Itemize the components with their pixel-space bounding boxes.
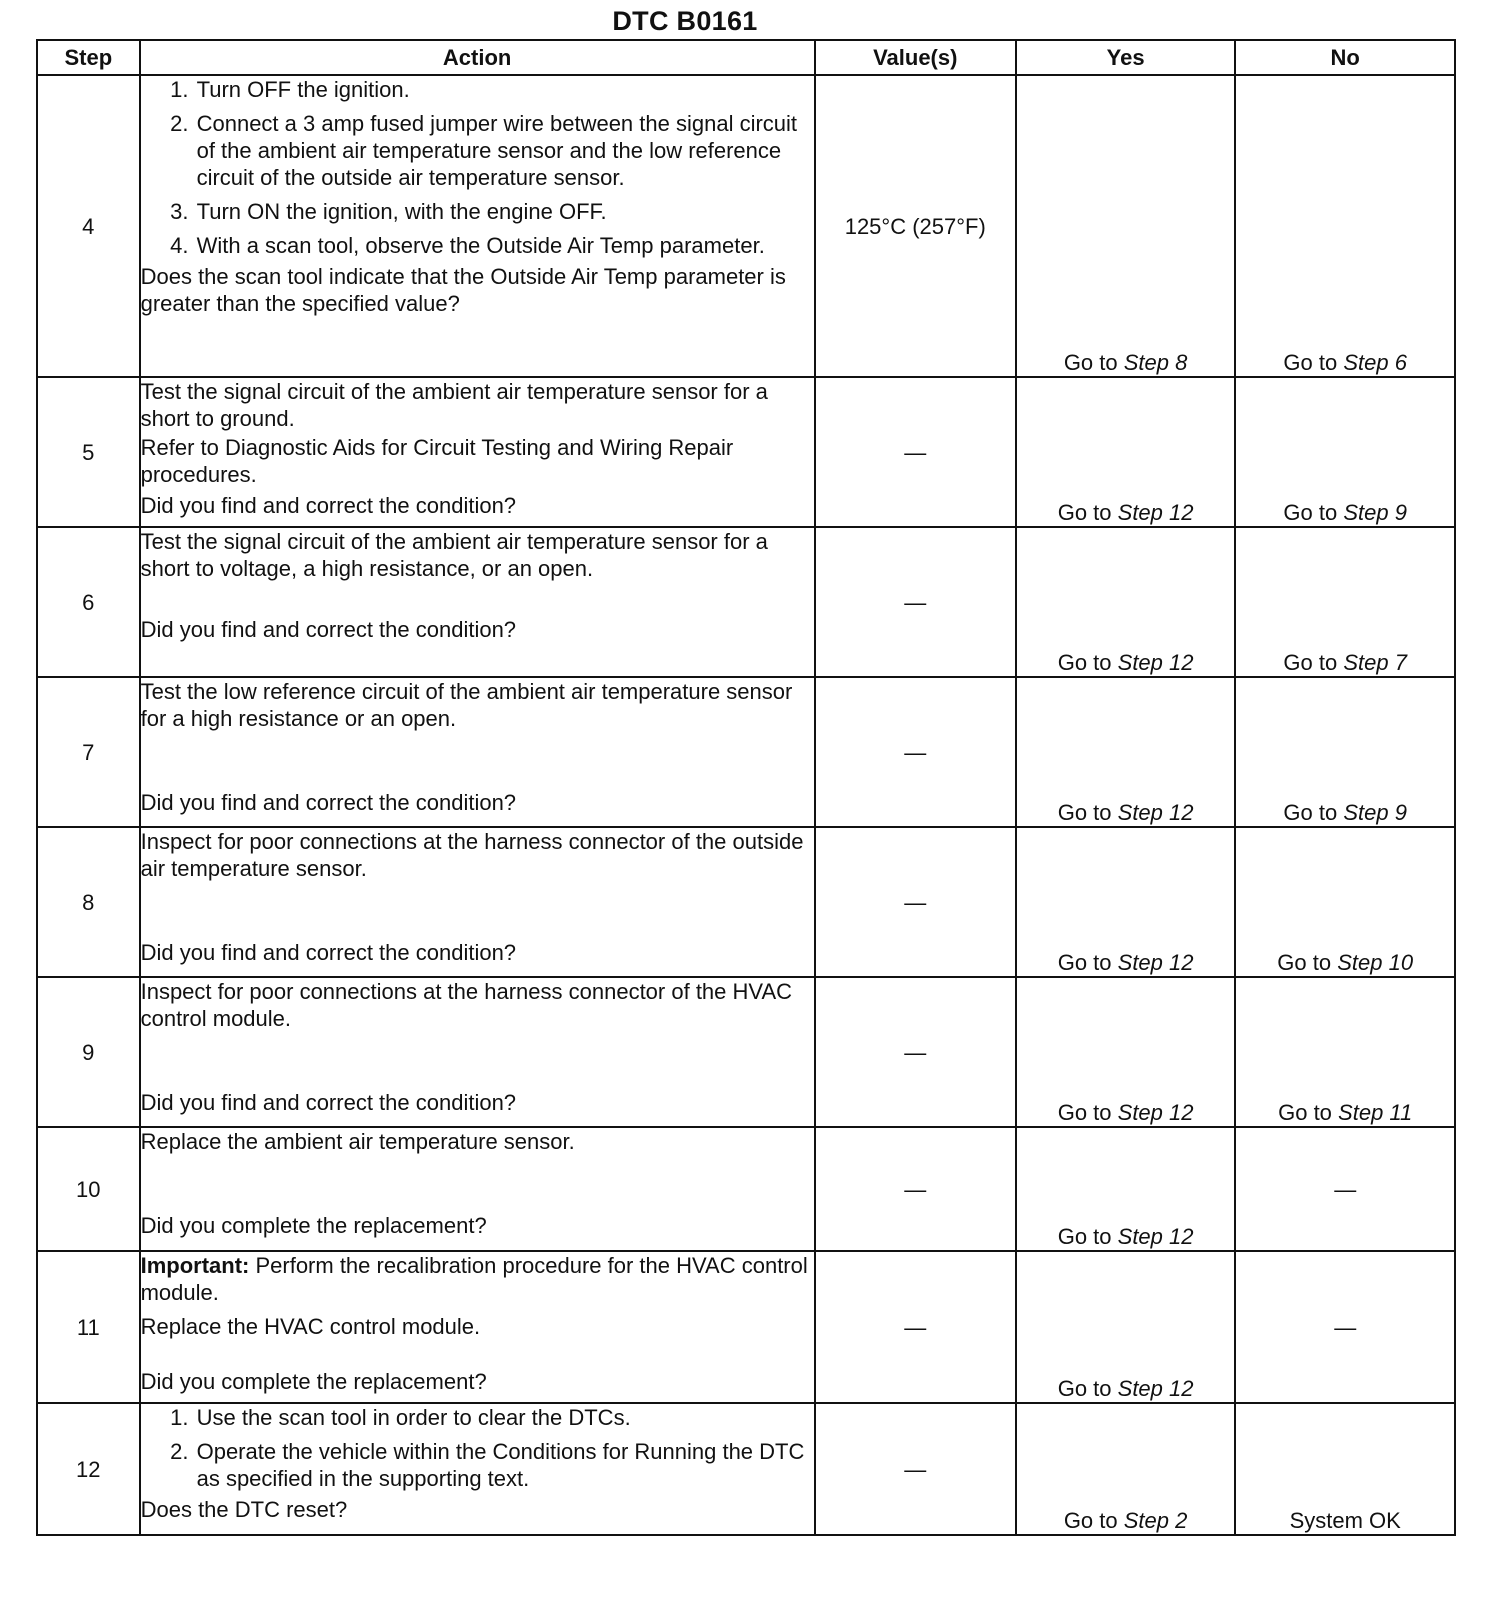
action-question: Did you find and correct the condition?	[140, 940, 517, 965]
table-row	[37, 677, 1455, 827]
yes-prefix: Go to	[1057, 650, 1112, 675]
no-prefix: Go to	[1283, 350, 1338, 375]
action-text: Test the signal circuit of the ambient air temperature sensor for a short to ground.	[140, 379, 768, 431]
no-step-link[interactable]: Step 9	[1343, 800, 1407, 825]
yes-cell	[1016, 827, 1236, 977]
no-cell	[1235, 377, 1455, 527]
list-item: 1. Use the scan tool in order to clear the DTCs.	[195, 1404, 814, 1431]
action-text: Replace the HVAC control module.	[140, 1314, 481, 1339]
yes-step-link[interactable]: Step 12	[1117, 1376, 1194, 1401]
important-label: Important:	[140, 1253, 250, 1278]
value-cell: —	[815, 527, 1016, 677]
yes-cell	[1016, 677, 1236, 827]
diagnostic-table	[36, 39, 1456, 1536]
value-cell: —	[815, 1251, 1016, 1403]
action-question: Did you find and correct the condition?	[140, 493, 517, 518]
list-item: 2. Operate the vehicle within the Conditions for Running the DTC as specified in the supporting text.	[195, 1438, 814, 1492]
header-step: Step	[37, 40, 140, 75]
action-text: Refer to Diagnostic Aids for Circuit Testing and Wiring Repair procedures.	[140, 435, 734, 487]
no-cell	[1235, 827, 1455, 977]
value-cell: —	[815, 377, 1016, 527]
action-question: Does the scan tool indicate that the Outside Air Temp parameter is greater than the specified value?	[140, 264, 786, 316]
step-number: 8	[37, 827, 140, 977]
action-question: Did you find and correct the condition?	[140, 1090, 517, 1115]
no-step-link[interactable]: Step 9	[1343, 500, 1407, 525]
yes-prefix: Go to	[1063, 350, 1118, 375]
action-cell	[140, 677, 815, 827]
table-row	[37, 977, 1455, 1127]
table-row	[37, 1127, 1455, 1251]
action-text: Inspect for poor connections at the harness connector of the outside air temperature sensor.	[140, 829, 804, 881]
no-cell	[1235, 75, 1455, 377]
action-cell	[140, 827, 815, 977]
no-step-link[interactable]: Step 10	[1337, 950, 1414, 975]
yes-step-link[interactable]: Step 12	[1117, 950, 1194, 975]
header-yes: Yes	[1016, 40, 1236, 75]
important-note	[141, 1252, 814, 1306]
no-cell: System OK	[1235, 1403, 1455, 1535]
no-cell	[1235, 527, 1455, 677]
list-item: 4. With a scan tool, observe the Outside Air Temp parameter.	[195, 232, 814, 259]
list-item: 2. Connect a 3 amp fused jumper wire between the signal circuit of the ambient air temperature sensor and the low reference circuit of the outside air temperature sensor.	[195, 110, 814, 191]
action-text: Replace the ambient air temperature sensor.	[140, 1129, 575, 1154]
action-list	[141, 1404, 814, 1492]
action-question: Did you complete the replacement?	[140, 1369, 487, 1394]
yes-prefix: Go to	[1057, 1224, 1112, 1249]
action-cell	[140, 1403, 815, 1535]
action-cell	[140, 377, 815, 527]
no-cell: —	[1235, 1127, 1455, 1251]
yes-cell	[1016, 75, 1236, 377]
action-cell	[140, 1127, 815, 1251]
yes-step-link[interactable]: Step 12	[1117, 1100, 1194, 1125]
no-prefix: Go to	[1283, 650, 1338, 675]
yes-step-link[interactable]: Step 12	[1117, 650, 1194, 675]
page-title: DTC B0161	[612, 6, 758, 36]
yes-prefix: Go to	[1063, 1508, 1118, 1533]
table-row	[37, 527, 1455, 677]
header-action: Action	[140, 40, 815, 75]
value-cell: —	[815, 1127, 1016, 1251]
value-cell: —	[815, 977, 1016, 1127]
yes-cell	[1016, 1403, 1236, 1535]
yes-step-link[interactable]: Step 8	[1123, 350, 1188, 375]
value-cell: —	[815, 1403, 1016, 1535]
yes-prefix: Go to	[1057, 800, 1112, 825]
no-step-link[interactable]: Step 11	[1338, 1100, 1413, 1125]
header-no: No	[1235, 40, 1455, 75]
no-cell	[1235, 677, 1455, 827]
yes-cell	[1016, 527, 1236, 677]
action-cell	[140, 1251, 815, 1403]
yes-prefix: Go to	[1057, 1376, 1112, 1401]
list-item: 1. Turn OFF the ignition.	[195, 76, 814, 103]
yes-step-link[interactable]: Step 12	[1117, 1224, 1194, 1249]
no-cell	[1235, 977, 1455, 1127]
yes-cell	[1016, 377, 1236, 527]
no-prefix: Go to	[1277, 950, 1332, 975]
yes-prefix: Go to	[1057, 950, 1112, 975]
step-number: 7	[37, 677, 140, 827]
yes-prefix: Go to	[1057, 500, 1112, 525]
yes-cell	[1016, 1251, 1236, 1403]
yes-prefix: Go to	[1057, 1100, 1112, 1125]
header-values: Value(s)	[815, 40, 1016, 75]
step-number: 10	[37, 1127, 140, 1251]
no-step-link[interactable]: Step 7	[1343, 650, 1407, 675]
no-step-link[interactable]: Step 6	[1343, 350, 1407, 375]
table-row	[37, 75, 1455, 377]
step-number: 6	[37, 527, 140, 677]
action-cell	[140, 75, 815, 377]
yes-step-link[interactable]: Step 2	[1123, 1508, 1188, 1533]
header-row	[37, 40, 1455, 75]
action-cell	[140, 527, 815, 677]
no-cell: —	[1235, 1251, 1455, 1403]
no-prefix: Go to	[1283, 500, 1338, 525]
table-row	[37, 1251, 1455, 1403]
step-number: 5	[37, 377, 140, 527]
action-text: Inspect for poor connections at the harness connector of the HVAC control module.	[140, 979, 792, 1031]
table-row	[37, 377, 1455, 527]
no-prefix: Go to	[1283, 800, 1338, 825]
value-cell: —	[815, 827, 1016, 977]
table-row	[37, 1403, 1455, 1535]
action-text: Test the low reference circuit of the ambient air temperature sensor for a high resistance or an open.	[140, 679, 793, 731]
action-text: Test the signal circuit of the ambient air temperature sensor for a short to voltage, a high resistance, or an open.	[140, 529, 768, 581]
step-number: 12	[37, 1403, 140, 1535]
important-text: Perform the recalibration procedure for the HVAC control module.	[140, 1253, 808, 1305]
yes-step-link[interactable]: Step 12	[1117, 800, 1194, 825]
value-cell: 125°C (257°F)	[815, 75, 1016, 377]
step-number: 11	[37, 1251, 140, 1403]
yes-step-link[interactable]: Step 12	[1117, 500, 1194, 525]
table-row	[37, 827, 1455, 977]
action-list	[141, 76, 814, 259]
yes-cell	[1016, 1127, 1236, 1251]
list-item: 3. Turn ON the ignition, with the engine OFF.	[195, 198, 814, 225]
yes-cell	[1016, 977, 1236, 1127]
action-question: Did you complete the replacement?	[140, 1213, 487, 1238]
step-number: 4	[37, 75, 140, 377]
value-cell: —	[815, 677, 1016, 827]
step-number: 9	[37, 977, 140, 1127]
action-question: Does the DTC reset?	[140, 1497, 348, 1522]
action-question: Did you find and correct the condition?	[140, 617, 517, 642]
action-question: Did you find and correct the condition?	[140, 790, 517, 815]
action-cell	[140, 977, 815, 1127]
no-prefix: Go to	[1278, 1100, 1332, 1125]
